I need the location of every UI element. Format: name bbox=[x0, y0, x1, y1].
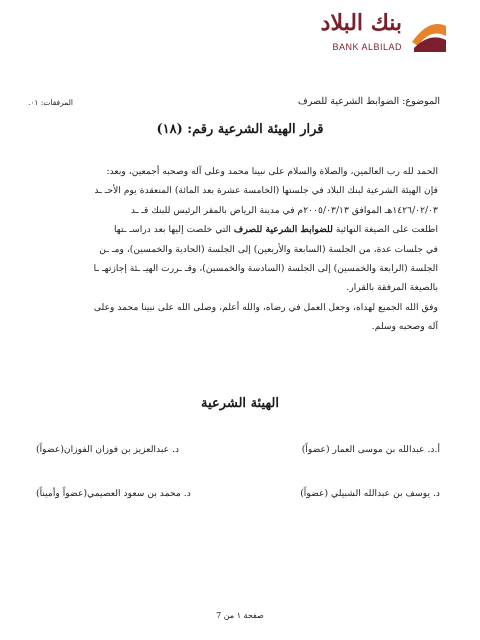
body-line: بالصيغة المرفقة بالقرار. bbox=[346, 282, 438, 294]
body-bold-phrase: للضوابط الشرعية للصرف bbox=[233, 224, 333, 236]
page-number: صفحة ١ من 7 bbox=[216, 611, 264, 620]
subject-row bbox=[28, 96, 440, 110]
bank-logo bbox=[300, 8, 450, 60]
signature-name: د. عبدالعزيز بن فوزان الفوزان(عضواً) bbox=[36, 444, 180, 455]
document-body bbox=[30, 162, 438, 337]
body-line-part: التي خلصت إليها بعد دراسـ ـتها bbox=[113, 224, 234, 236]
body-line: الجلسة (الرابعة والخمسين) إلى الجلسة (السادسة والخمسين)، وقـ ـررت الهيـ ـئة إجازتهـ ـا bbox=[93, 263, 438, 275]
body-line: وفق الله الجميع لهداه، وجعل العمل في رضاه، والله أعلم، وصلى الله على نبينا محمد وعلى bbox=[93, 301, 438, 313]
signature-row bbox=[36, 488, 440, 504]
logo-english-text: BANK ALBILAD bbox=[332, 42, 402, 52]
body-line: الحمد لله رب العالمين، والصلاة والسلام على نبينا محمد وعلى آله وصحبه أجمعين، وبعد: bbox=[106, 166, 438, 177]
body-line: ١٤٢٦/٠٢/٠٣هـ الموافق ٢٠٠٥/٠٣/١٣م في مدينة الرياض بالمقر الرئيس للبنك قـ ـد bbox=[130, 204, 438, 216]
body-line: فإن الهيئة الشرعية لبنك البلاد في جلستها (الخامسة عشرة بعد المائة) المنعقدة يوم الأحـ ـد bbox=[94, 185, 438, 197]
signature-name: د. محمد بن سعود العصيمي(عضواً وأميناً) bbox=[36, 488, 191, 499]
body-line: آله وصحبه وسلم. bbox=[371, 321, 438, 333]
signature-name: أ.د. عبدالله بن موسى العمار (عضواً) bbox=[301, 444, 440, 455]
signature-name: د. يوسف بن عبدالله الشبيلي (عضواً) bbox=[300, 488, 440, 499]
attachments-text: المرفقات: ٠١. bbox=[28, 98, 73, 107]
decision-title: قرار الهيئة الشرعية رقم: (١٨) bbox=[156, 122, 324, 137]
body-line: في جلسات عدة، من الجلسة (السابعة والأربعين) إلى الجلسة (الحادية والخمسين)، ومـ ـن bbox=[99, 243, 438, 255]
body-line bbox=[30, 220, 438, 239]
committee-title: الهيئة الشرعية bbox=[201, 396, 279, 411]
bank-logo-icon bbox=[408, 12, 450, 54]
logo-arabic-text: بنك البلاد bbox=[320, 10, 402, 36]
subject-text: الموضوع: الضوابط الشرعية للصرف bbox=[297, 96, 440, 107]
signature-row bbox=[36, 444, 440, 460]
body-line-part: اطلعت على الصيغة النهائية bbox=[332, 224, 438, 236]
